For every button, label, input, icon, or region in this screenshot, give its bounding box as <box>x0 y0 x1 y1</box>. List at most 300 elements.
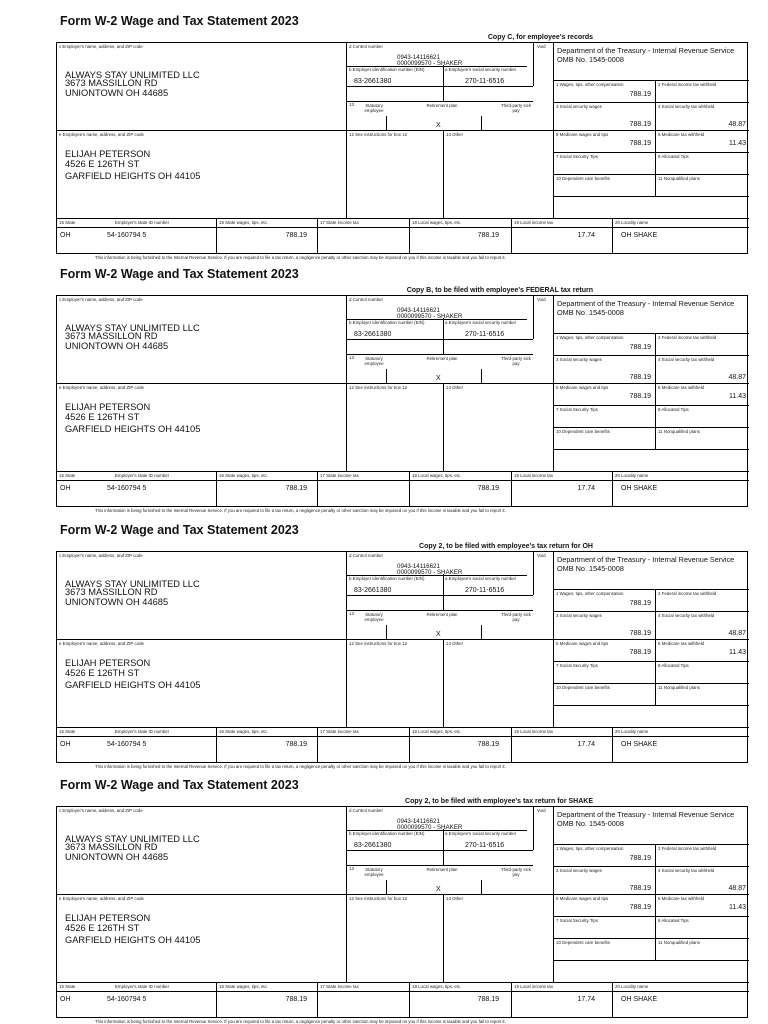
box1-label: 1 Wages, tips, other compensation <box>556 846 624 851</box>
grid-line <box>409 982 410 1018</box>
w2-copy-3 <box>0 509 768 769</box>
grid-line <box>443 639 444 727</box>
grid-line <box>481 116 482 130</box>
department-heading <box>557 810 734 828</box>
grid-line <box>347 86 533 87</box>
employer-street: 3673 MASSILLON RD <box>65 842 158 852</box>
box5-medicare-wages: 788.19 <box>629 140 651 147</box>
grid-line <box>553 296 554 471</box>
ein-label: b Employer identification number (EIN) <box>349 320 425 325</box>
void-label: Void <box>537 808 546 813</box>
copy-label: Copy 2, to be filed with employee's tax return for SHAKE <box>405 798 593 805</box>
employer-block-label: c Employer's name, address, and ZIP code <box>59 44 143 49</box>
local-wages: 788.19 <box>477 741 499 748</box>
grid-line <box>533 552 534 595</box>
department-heading <box>557 555 734 573</box>
box11-label: 11 Nonqualified plans <box>658 429 700 434</box>
retirement-plan-label: Retirement plan <box>426 867 458 872</box>
box6-medicare-tax: 11.43 <box>729 393 746 400</box>
box14-label: 14 Other <box>446 385 464 390</box>
grid-line <box>533 296 534 339</box>
grid-line <box>481 625 482 639</box>
grid-line <box>553 130 749 131</box>
control-number-line1: 0943-14116621 <box>397 307 440 314</box>
box5-label: 5 Medicare wages and tips <box>556 641 609 646</box>
employer-block-label: c Employer's name, address, and ZIP code <box>59 808 143 813</box>
employee-street: 4526 E 126TH ST <box>65 412 140 422</box>
grid-line <box>216 727 217 763</box>
state-wages: 788.19 <box>285 232 307 239</box>
retirement-plan-label: Retirement plan <box>426 356 458 361</box>
void-label: Void <box>537 553 546 558</box>
box16-label: 16 State wages, tips, etc. <box>219 729 269 734</box>
ssn-value: 270-11-6516 <box>465 587 505 594</box>
grid-line <box>533 807 534 850</box>
box6-label: 6 Medicare tax withheld <box>658 385 705 390</box>
void-label: Void <box>537 44 546 49</box>
box8-label: 8 Allocated Tips <box>658 154 689 159</box>
grid-line <box>347 850 533 851</box>
grid-line <box>612 471 613 507</box>
control-number-line1: 0943-14116621 <box>397 818 440 825</box>
statutory-employee-label: Statutory employee <box>364 867 384 877</box>
box5-medicare-wages: 788.19 <box>629 904 651 911</box>
box1-wages: 788.19 <box>629 855 651 862</box>
box13-label: 13 <box>349 355 354 360</box>
ssn-label: a Employee's social security number <box>445 320 517 325</box>
box7-label: 7 Social Security Tips <box>556 663 598 668</box>
box5-medicare-wages: 788.19 <box>629 649 651 656</box>
locality-name: OH SHAKE <box>621 485 658 492</box>
control-number-label: d Control number <box>349 297 383 302</box>
employee-city: GARFIELD HEIGHTS OH 44105 <box>65 680 201 690</box>
state-wages: 788.19 <box>285 996 307 1003</box>
employer-name: ALWAYS STAY UNLIMITED LLC <box>65 323 200 333</box>
ein-value: 83-2661380 <box>354 78 392 85</box>
department-name: Department of the Treasury - Internal Revenue Service <box>557 555 735 564</box>
copy-label: Copy C, for employee's records <box>487 34 593 41</box>
box7-label: 7 Social Security Tips <box>556 154 598 159</box>
box4-label: 4 Social security tax withheld <box>658 104 715 109</box>
grid-line <box>655 80 656 196</box>
grid-line <box>347 339 533 340</box>
department-heading <box>557 46 734 64</box>
grid-line <box>409 218 410 254</box>
box2-label: 2 Federal income tax withheld <box>658 846 717 851</box>
box10-label: 10 Dependent care benefits <box>556 176 610 181</box>
grid-line <box>347 595 533 596</box>
grid-line <box>57 480 749 481</box>
box15-label: 15 State <box>59 220 76 225</box>
ssn-label: a Employee's social security number <box>445 831 517 836</box>
footer-notice: This information is being furnished to the Internal Revenue Service. If you are required to file a tax return, a negligence penalty or other sanction may be imposed on you if this income is taxable and you fail to report it. <box>95 764 506 769</box>
ssn-label: a Employee's social security number <box>445 576 517 581</box>
grid-line <box>317 982 318 1018</box>
employer-name: ALWAYS STAY UNLIMITED LLC <box>65 834 200 844</box>
grid-line <box>347 865 533 866</box>
retirement-plan-check: X <box>436 631 441 638</box>
grid-line <box>655 333 656 449</box>
state-code: OH <box>60 232 71 239</box>
box10-label: 10 Dependent care benefits <box>556 685 610 690</box>
box18-label: 18 Local wages, tips, etc. <box>412 984 462 989</box>
control-number-line2: 0000099570 - SHAKER <box>397 569 463 576</box>
third-party-sick-pay-label: Third-party sick pay <box>500 867 531 877</box>
box15-label: 15 State <box>59 473 76 478</box>
ssn-value: 270-11-6516 <box>465 842 505 849</box>
omb-number: OMB No. 1545-0008 <box>557 55 624 64</box>
box4-ss-tax: 48.87 <box>728 630 746 637</box>
box3-ss-wages: 788.19 <box>629 630 651 637</box>
box12-label: 12 See instructions for box 12 <box>349 896 408 901</box>
state-id-label: Employer's state ID number <box>115 984 170 989</box>
grid-line <box>553 866 749 867</box>
state-wages: 788.19 <box>285 741 307 748</box>
box8-label: 8 Allocated Tips <box>658 918 689 923</box>
ein-value: 83-2661380 <box>354 587 392 594</box>
state-wages: 788.19 <box>285 485 307 492</box>
control-number-line2: 0000099570 - SHAKER <box>397 60 463 67</box>
grid-line <box>481 880 482 894</box>
employer-name: ALWAYS STAY UNLIMITED LLC <box>65 579 200 589</box>
box20-label: 20 Locality name <box>615 984 649 989</box>
employer-street: 3673 MASSILLON RD <box>65 78 158 88</box>
grid-line <box>533 43 534 86</box>
grid-line <box>553 43 554 218</box>
box17-label: 17 State income tax <box>320 729 359 734</box>
ein-value: 83-2661380 <box>354 331 392 338</box>
grid-line <box>57 471 749 472</box>
retirement-plan-label: Retirement plan <box>426 103 458 108</box>
department-heading <box>557 299 734 317</box>
employee-block-label: e Employee's name, address, and ZIP code <box>59 641 144 646</box>
box4-ss-tax: 48.87 <box>728 885 746 892</box>
box4-label: 4 Social security tax withheld <box>658 357 715 362</box>
box1-label: 1 Wages, tips, other compensation <box>556 335 624 340</box>
grid-line <box>347 610 533 611</box>
third-party-sick-pay-label: Third-party sick pay <box>500 612 531 622</box>
employee-address-block <box>65 402 200 435</box>
grid-line <box>346 43 347 218</box>
grid-line <box>409 727 410 763</box>
box19-label: 19 Local income tax <box>514 984 554 989</box>
employee-block-label: e Employee's name, address, and ZIP code <box>59 896 144 901</box>
employer-city: UNIONTOWN OH 44685 <box>65 852 169 862</box>
state-id: 54-160794 5 <box>107 996 147 1003</box>
control-number-label: d Control number <box>349 808 383 813</box>
grid-line <box>553 844 749 845</box>
box14-label: 14 Other <box>446 132 464 137</box>
box19-label: 19 Local income tax <box>514 473 554 478</box>
box6-label: 6 Medicare tax withheld <box>658 896 705 901</box>
grid-line <box>553 683 749 684</box>
grid-line <box>553 333 749 334</box>
employee-block-label: e Employee's name, address, and ZIP code <box>59 132 144 137</box>
box18-label: 18 Local wages, tips, etc. <box>412 729 462 734</box>
locality-name: OH SHAKE <box>621 996 658 1003</box>
grid-line <box>386 116 387 130</box>
ssn-value: 270-11-6516 <box>465 331 505 338</box>
employer-city: UNIONTOWN OH 44685 <box>65 341 169 351</box>
employer-address-block <box>65 323 200 352</box>
locality-name: OH SHAKE <box>621 741 658 748</box>
control-number-line2: 0000099570 - SHAKER <box>397 824 463 831</box>
grid-line <box>443 383 444 471</box>
box4-label: 4 Social security tax withheld <box>658 868 715 873</box>
grid-line <box>553 705 749 706</box>
state-id-label: Employer's state ID number <box>115 473 170 478</box>
box19-label: 19 Local income tax <box>514 220 554 225</box>
control-number-line1: 0943-14116621 <box>397 54 440 61</box>
grid-line <box>57 218 749 219</box>
state-id-label: Employer's state ID number <box>115 220 170 225</box>
box13-label: 13 <box>349 102 354 107</box>
w2-copy-4 <box>0 764 768 1024</box>
state-code: OH <box>60 485 71 492</box>
control-number-line1: 0943-14116621 <box>397 563 440 570</box>
grid-line <box>553 589 749 590</box>
grid-line <box>511 218 512 254</box>
grid-line <box>553 80 749 81</box>
employer-block-label: c Employer's name, address, and ZIP code <box>59 297 143 302</box>
box17-label: 17 State income tax <box>320 473 359 478</box>
box11-label: 11 Nonqualified plans <box>658 685 700 690</box>
box3-label: 3 Social security wages <box>556 613 602 618</box>
grid-line <box>443 130 444 218</box>
box3-ss-wages: 788.19 <box>629 121 651 128</box>
grid-line <box>553 894 749 895</box>
box13-label: 13 <box>349 866 354 871</box>
employee-street: 4526 E 126TH ST <box>65 923 140 933</box>
grid-line <box>57 130 553 131</box>
box15-label: 15 State <box>59 729 76 734</box>
box5-label: 5 Medicare wages and tips <box>556 896 609 901</box>
void-label: Void <box>537 297 546 302</box>
omb-number: OMB No. 1545-0008 <box>557 819 624 828</box>
grid-line <box>216 471 217 507</box>
box11-label: 11 Nonqualified plans <box>658 940 700 945</box>
box20-label: 20 Locality name <box>615 220 649 225</box>
employer-address-block <box>65 834 200 863</box>
employer-address-block <box>65 70 200 99</box>
control-number-label: d Control number <box>349 553 383 558</box>
employer-name: ALWAYS STAY UNLIMITED LLC <box>65 70 200 80</box>
grid-line <box>443 318 444 354</box>
employee-city: GARFIELD HEIGHTS OH 44105 <box>65 935 201 945</box>
box13-label: 13 <box>349 611 354 616</box>
box3-label: 3 Social security wages <box>556 104 602 109</box>
grid-line <box>553 807 554 982</box>
grid-line <box>216 982 217 1018</box>
employee-street: 4526 E 126TH ST <box>65 668 140 678</box>
local-wages: 788.19 <box>477 996 499 1003</box>
box6-medicare-tax: 11.43 <box>729 904 746 911</box>
box8-label: 8 Allocated Tips <box>658 663 689 668</box>
grid-line <box>57 727 749 728</box>
local-wages: 788.19 <box>477 485 499 492</box>
grid-line <box>553 196 749 197</box>
grid-line <box>553 427 749 428</box>
box12-label: 12 See instructions for box 12 <box>349 132 408 137</box>
statutory-employee-label: Statutory employee <box>364 103 384 113</box>
employee-street: 4526 E 126TH ST <box>65 159 140 169</box>
ssn-value: 270-11-6516 <box>465 78 505 85</box>
grid-line <box>511 727 512 763</box>
grid-line <box>553 174 749 175</box>
box17-label: 17 State income tax <box>320 984 359 989</box>
control-number-line2: 0000099570 - SHAKER <box>397 313 463 320</box>
w2-form-grid <box>56 42 748 254</box>
grid-line <box>57 982 749 983</box>
ein-label: b Employer identification number (EIN) <box>349 831 425 836</box>
box14-label: 14 Other <box>446 641 464 646</box>
state-id: 54-160794 5 <box>107 485 147 492</box>
grid-line <box>57 227 749 228</box>
grid-line <box>655 589 656 705</box>
employee-name: ELIJAH PETERSON <box>65 402 151 412</box>
grid-line <box>57 736 749 737</box>
grid-line <box>317 471 318 507</box>
department-name: Department of the Treasury - Internal Revenue Service <box>557 299 735 308</box>
box6-medicare-tax: 11.43 <box>729 140 746 147</box>
grid-line <box>553 355 749 356</box>
employer-city: UNIONTOWN OH 44685 <box>65 597 169 607</box>
footer-notice: This information is being furnished to the Internal Revenue Service. If you are required to file a tax return, a negligence penalty or other sanction may be imposed on you if this income is taxable and you fail to report it. <box>95 508 506 513</box>
employee-city: GARFIELD HEIGHTS OH 44105 <box>65 424 201 434</box>
box8-label: 8 Allocated Tips <box>658 407 689 412</box>
box16-label: 16 State wages, tips, etc. <box>219 984 269 989</box>
box16-label: 16 State wages, tips, etc. <box>219 220 269 225</box>
box3-ss-wages: 788.19 <box>629 885 651 892</box>
box10-label: 10 Dependent care benefits <box>556 429 610 434</box>
grid-line <box>553 102 749 103</box>
box3-ss-wages: 788.19 <box>629 374 651 381</box>
box1-label: 1 Wages, tips, other compensation <box>556 591 624 596</box>
grid-line <box>553 152 749 153</box>
grid-line <box>553 405 749 406</box>
box2-label: 2 Federal income tax withheld <box>658 335 717 340</box>
local-wages: 788.19 <box>477 232 499 239</box>
box1-wages: 788.19 <box>629 91 651 98</box>
omb-number: OMB No. 1545-0008 <box>557 564 624 573</box>
retirement-plan-check: X <box>436 886 441 893</box>
grid-line <box>409 471 410 507</box>
grid-line <box>443 65 444 101</box>
footer-notice: This information is being furnished to the Internal Revenue Service. If you are required to file a tax return, a negligence penalty or other sanction may be imposed on you if this income is taxable and you fail to report it. <box>95 255 506 260</box>
box4-label: 4 Social security tax withheld <box>658 613 715 618</box>
state-code: OH <box>60 741 71 748</box>
state-id-label: Employer's state ID number <box>115 729 170 734</box>
copy-label: Copy B, to be filed with employee's FEDERAL tax return <box>406 287 593 294</box>
box15-label: 15 State <box>59 984 76 989</box>
retirement-plan-check: X <box>436 375 441 382</box>
ein-value: 83-2661380 <box>354 842 392 849</box>
box16-label: 16 State wages, tips, etc. <box>219 473 269 478</box>
employee-address-block <box>65 658 200 691</box>
grid-line <box>57 991 749 992</box>
local-tax: 17.74 <box>577 741 595 748</box>
box1-wages: 788.19 <box>629 600 651 607</box>
box7-label: 7 Social Security Tips <box>556 407 598 412</box>
grid-line <box>386 369 387 383</box>
employer-address-block <box>65 579 200 608</box>
box14-label: 14 Other <box>446 896 464 901</box>
ein-label: b Employer identification number (EIN) <box>349 576 425 581</box>
grid-line <box>347 101 533 102</box>
grid-line <box>57 383 553 384</box>
grid-line <box>443 894 444 982</box>
control-number-label: d Control number <box>349 44 383 49</box>
grid-line <box>612 727 613 763</box>
footer-notice: This information is being furnished to the Internal Revenue Service. If you are required to file a tax return, a negligence penalty or other sanction may be imposed on you if this income is taxable and you fail to report it. <box>95 1019 506 1024</box>
retirement-plan-check: X <box>436 122 441 129</box>
box12-label: 12 See instructions for box 12 <box>349 641 408 646</box>
box10-label: 10 Dependent care benefits <box>556 940 610 945</box>
department-name: Department of the Treasury - Internal Revenue Service <box>557 46 735 55</box>
omb-number: OMB No. 1545-0008 <box>557 308 624 317</box>
grid-line <box>317 218 318 254</box>
box1-label: 1 Wages, tips, other compensation <box>556 82 624 87</box>
form-title: Form W-2 Wage and Tax Statement 2023 <box>60 778 299 792</box>
box7-label: 7 Social Security Tips <box>556 918 598 923</box>
box4-ss-tax: 48.87 <box>728 374 746 381</box>
w2-copy-2 <box>0 253 768 513</box>
grid-line <box>443 829 444 865</box>
w2-copy-1 <box>0 0 768 260</box>
grid-line <box>511 982 512 1018</box>
grid-line <box>317 727 318 763</box>
box6-medicare-tax: 11.43 <box>729 649 746 656</box>
w2-form-grid <box>56 551 748 763</box>
w2-form-grid <box>56 806 748 1018</box>
grid-line <box>612 982 613 1018</box>
form-title: Form W-2 Wage and Tax Statement 2023 <box>60 14 299 28</box>
employer-street: 3673 MASSILLON RD <box>65 331 158 341</box>
box19-label: 19 Local income tax <box>514 729 554 734</box>
box3-label: 3 Social security wages <box>556 868 602 873</box>
employee-name: ELIJAH PETERSON <box>65 658 151 668</box>
employee-city: GARFIELD HEIGHTS OH 44105 <box>65 171 201 181</box>
grid-line <box>57 639 553 640</box>
employee-address-block <box>65 913 200 946</box>
grid-line <box>553 960 749 961</box>
statutory-employee-label: Statutory employee <box>364 612 384 622</box>
form-title: Form W-2 Wage and Tax Statement 2023 <box>60 267 299 281</box>
grid-line <box>216 218 217 254</box>
box20-label: 20 Locality name <box>615 729 649 734</box>
retirement-plan-label: Retirement plan <box>426 612 458 617</box>
grid-line <box>553 611 749 612</box>
grid-line <box>553 661 749 662</box>
grid-line <box>346 552 347 727</box>
box3-label: 3 Social security wages <box>556 357 602 362</box>
grid-line <box>553 383 749 384</box>
ein-label: b Employer identification number (EIN) <box>349 67 425 72</box>
box5-medicare-wages: 788.19 <box>629 393 651 400</box>
box18-label: 18 Local wages, tips, etc. <box>412 473 462 478</box>
grid-line <box>346 807 347 982</box>
employer-city: UNIONTOWN OH 44685 <box>65 88 169 98</box>
grid-line <box>443 574 444 610</box>
grid-line <box>481 369 482 383</box>
w2-form-grid <box>56 295 748 507</box>
box5-label: 5 Medicare wages and tips <box>556 385 609 390</box>
statutory-employee-label: Statutory employee <box>364 356 384 366</box>
grid-line <box>346 296 347 471</box>
grid-line <box>553 639 749 640</box>
third-party-sick-pay-label: Third-party sick pay <box>500 103 531 113</box>
employee-address-block <box>65 149 200 182</box>
